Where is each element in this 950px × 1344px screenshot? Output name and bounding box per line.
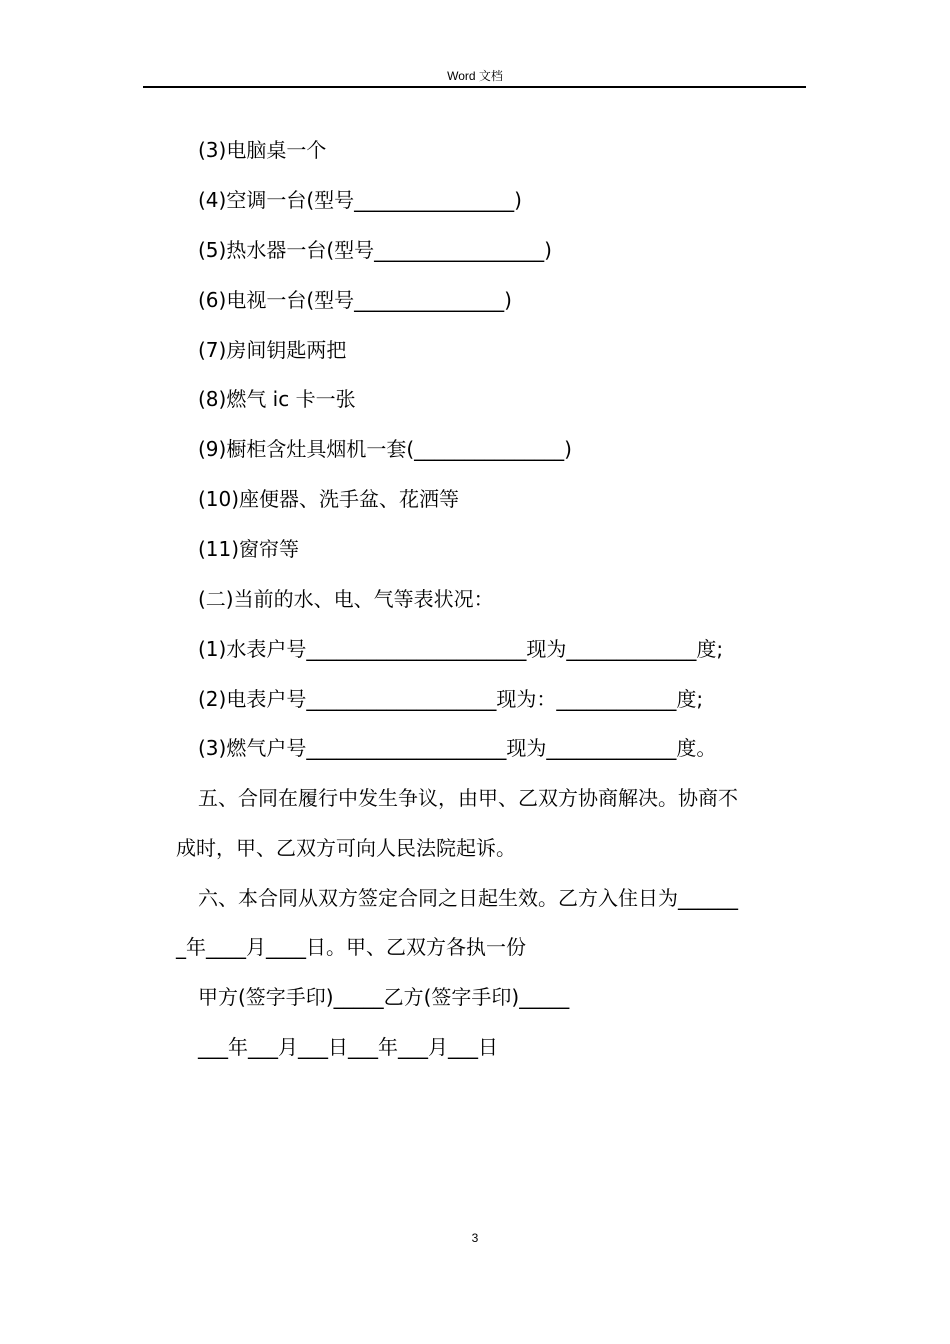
item-9: (9)橱柜含灶具烟机一套(_______________) xyxy=(198,437,572,461)
item-6: (6)电视一台(型号_______________) xyxy=(198,288,512,312)
item-11: (11)窗帘等 xyxy=(198,537,300,561)
electric-meter-line: (2)电表户号___________________现为：____________度; xyxy=(198,687,704,711)
clause-five-line-2: 成时，甲、乙双方可向人民法院起诉。 xyxy=(176,836,516,860)
item-4: (4)空调一台(型号________________) xyxy=(198,188,522,212)
clause-five-line-1: 五、合同在履行中发生争议，由甲、乙双方协商解决。协商不 xyxy=(198,786,738,810)
item-8: (8)燃气 ic 卡一张 xyxy=(198,387,356,411)
clause-six-line-2: _年____月____日。甲、乙双方各执一份 xyxy=(176,935,526,959)
page-number: 3 xyxy=(471,1231,479,1245)
signature-line: 甲方(签字手印)_____乙方(签字手印)_____ xyxy=(198,985,570,1009)
item-10: (10)座便器、洗手盆、花洒等 xyxy=(198,487,460,511)
clause-six-line-1: 六、本合同从双方签定合同之日起生效。乙方入住日为______ xyxy=(198,886,738,910)
item-5: (5)热水器一台(型号_________________) xyxy=(198,238,552,262)
signature-date-line: ___年___月___日___年___月___日 xyxy=(198,1035,498,1059)
water-meter-line: (1)水表户号______________________现为_____________度; xyxy=(198,637,724,661)
item-7: (7)房间钥匙两把 xyxy=(198,338,347,362)
header-divider xyxy=(143,86,806,88)
meters-heading: (二)当前的水、电、气等表状况： xyxy=(198,587,494,611)
item-3: (3)电脑桌一个 xyxy=(198,138,327,162)
header-title: Word 文档 xyxy=(447,69,503,83)
gas-meter-line: (3)燃气户号____________________现为_____________度。 xyxy=(198,736,717,760)
